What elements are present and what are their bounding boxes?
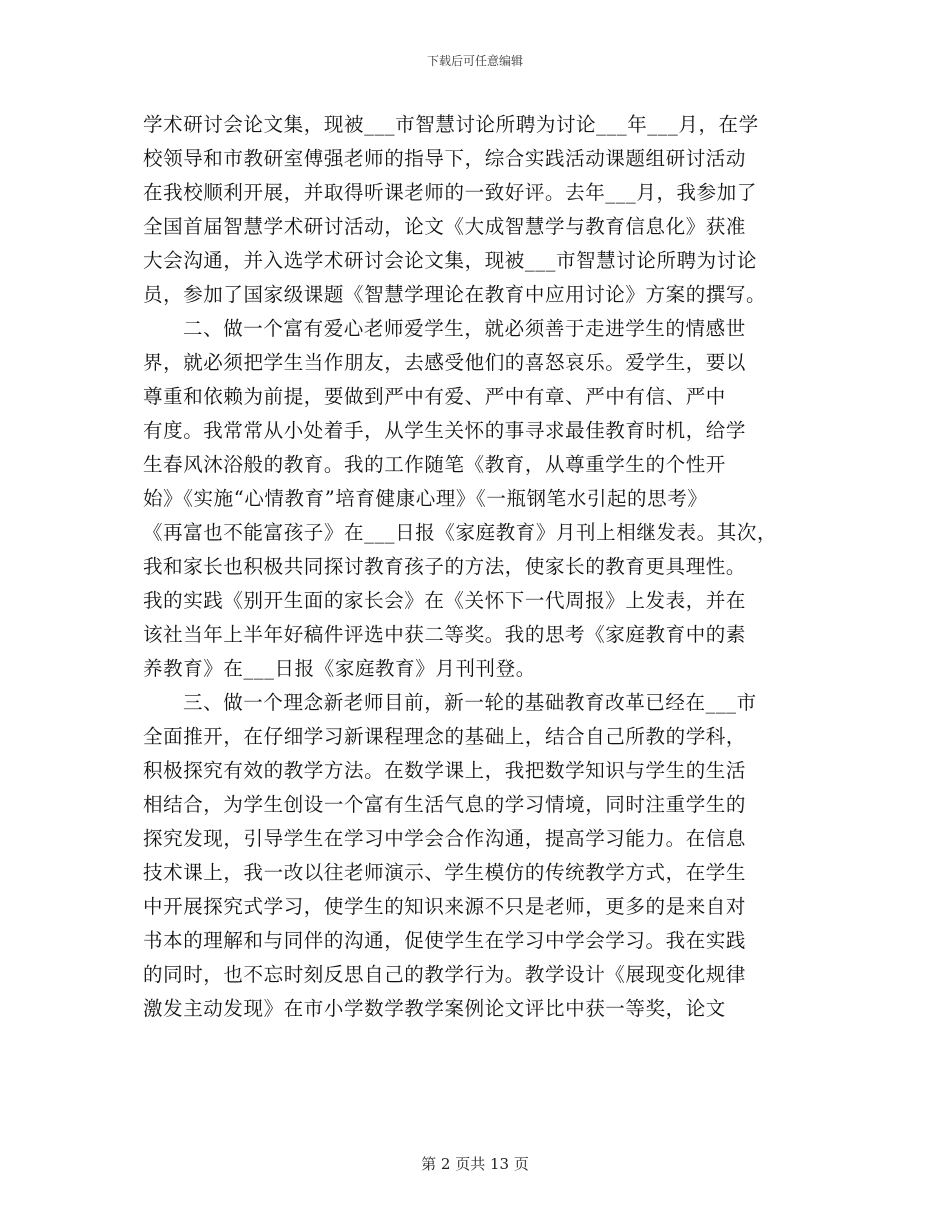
- body-line: 养教育》在___日报《家庭教育》月刊刊登。: [143, 657, 536, 680]
- body-line: 校领导和市教研室傅强老师的指导下，综合实践活动课题组研讨活动: [143, 147, 747, 170]
- body-line: 界，就必须把学生当作朋友，去感受他们的喜怒哀乐。爱学生，要以: [143, 351, 747, 374]
- body-line: 相结合，为学生创设一个富有生活气息的学习情境，同时注重学生的: [143, 793, 747, 816]
- body-line: 该社当年上半年好稿件评选中获二等奖。我的思考《家庭教育中的素: [143, 623, 747, 646]
- body-line: 积极探究有效的教学方法。在数学课上，我把数学知识与学生的生活: [143, 759, 747, 782]
- body-line: 《再富也不能富孩子》在___日报《家庭教育》月刊上相继发表。其次，: [143, 521, 778, 544]
- document-body: [143, 108, 813, 1026]
- body-line: 我和家长也积极共同探讨教育孩子的方法，使家长的教育更具理性。: [143, 555, 747, 578]
- body-line: 全面推开，在仔细学习新课程理念的基础上，结合自己所教的学科，: [143, 725, 747, 748]
- body-line: 大会沟通，并入选学术研讨会论文集，现被___市智慧讨论所聘为讨论: [143, 249, 757, 272]
- body-line: 探究发现，引导学生在学习中学会合作沟通，提高学习能力。在信息: [143, 827, 747, 850]
- body-line: 学术研讨会论文集，现被___市智慧讨论所聘为讨论___年___月，在学: [143, 113, 759, 136]
- body-line: 始》《实施“心情教育”培育健康心理》《一瓶钢笔水引起的思考》: [143, 487, 708, 510]
- body-line: 书本的理解和与同伴的沟通，促使学生在学习中学会学习。我在实践: [143, 929, 747, 952]
- body-line: 生春风沐浴般的教育。我的工作随笔《教育，从尊重学生的个性开: [143, 453, 726, 476]
- body-line: 尊重和依赖为前提，要做到严中有爱、严中有章、严中有信、严中: [143, 385, 726, 408]
- page-header: 下载后可任意编辑: [426, 54, 523, 68]
- body-line: 的同时，也不忘时刻反思自己的教学行为。教学设计《展现变化规律: [143, 963, 747, 986]
- body-line: 激发主动发现》在市小学数学教学案例论文评比中获一等奖，论文: [143, 997, 726, 1020]
- body-line: 我的实践《别开生面的家长会》在《关怀下一代周报》上发表，并在: [143, 589, 747, 612]
- body-line: 员，参加了国家级课题《智慧学理论在教育中应用讨论》方案的撰写。: [143, 283, 767, 306]
- body-line: 有度。我常常从小处着手，从学生关怀的事寻求最佳教育时机，给学: [143, 419, 747, 442]
- body-line: 中开展探究式学习，使学生的知识来源不只是老师，更多的是来自对: [143, 895, 747, 918]
- page-number-footer: 第 2 页共 13 页: [421, 1155, 529, 1173]
- paragraph-start-line: 三、做一个理念新老师目前，新一轮的基础教育改革已经在___市: [183, 691, 757, 714]
- body-line: 在我校顺利开展，并取得听课老师的一致好评。去年___月，我参加了: [143, 181, 757, 204]
- body-line: 技术课上，我一改以往老师演示、学生模仿的传统教学方式，在学生: [143, 861, 747, 884]
- body-line: 全国首届智慧学术研讨活动，论文《大成智慧学与教育信息化》获准: [143, 215, 747, 238]
- paragraph-start-line: 二、做一个富有爱心老师爱学生，就必须善于走进学生的情感世: [183, 317, 746, 340]
